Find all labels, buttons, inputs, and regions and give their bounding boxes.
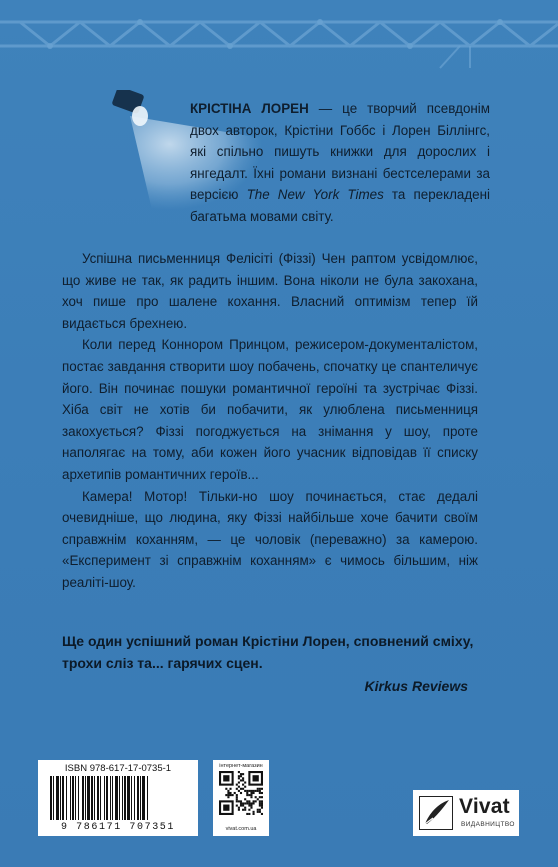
qr-module: [248, 802, 250, 804]
qr-module: [261, 813, 263, 815]
qr-module: [261, 802, 263, 804]
qr-module: [259, 792, 261, 794]
qr-module: [253, 813, 255, 815]
qr-module: [238, 807, 240, 809]
qr-module: [242, 802, 244, 804]
qr-module: [240, 802, 242, 804]
qr-module: [229, 794, 231, 796]
qr-module: [261, 792, 263, 794]
qr-module: [244, 786, 246, 788]
qr-module: [238, 809, 240, 811]
author-bio-text-2: та перекладені багатьма мовами світу.: [190, 187, 490, 224]
barcode-bar: [110, 776, 111, 820]
qr-module: [238, 781, 240, 783]
publisher-name: Vivat: [459, 795, 510, 818]
barcode-bar: [147, 776, 148, 820]
description-paragraph: Камера! Мотор! Тільки-но шоу починається, стає дедалі очевидніше, що людина, яку Фіззі найбільше хоче бачити своїм справжнім коханням, — це чоловік (переважно) за камерою. «Експеримент зі справжнім коханням» є чимось більшим, ніж реаліті-шоу.: [62, 488, 478, 590]
qr-module: [227, 792, 229, 794]
qr-module: [253, 811, 255, 813]
qr-module: [232, 794, 234, 796]
qr-module: [242, 773, 244, 775]
qr-module: [257, 809, 259, 811]
qr-module: [236, 805, 238, 807]
qr-module: [259, 796, 261, 798]
barcode-bar: [66, 776, 67, 820]
qr-module: [236, 796, 238, 798]
barcode-bar: [53, 776, 54, 820]
qr-module: [236, 788, 238, 790]
qr-module: [259, 800, 261, 802]
qr-module: [225, 794, 227, 796]
isbn-label: ISBN 978-617-17-0735-1: [64, 763, 172, 774]
qr-code-block: [213, 760, 269, 836]
author-bio: [190, 98, 490, 228]
qr-module: [236, 784, 238, 786]
barcode-bar: [140, 776, 141, 820]
qr-module: [253, 802, 255, 804]
qr-module: [257, 811, 259, 813]
barcode-bar: [62, 776, 64, 820]
qr-module: [242, 805, 244, 807]
barcode-bar: [100, 776, 101, 820]
qr-module: [259, 805, 261, 807]
qr-module: [240, 788, 242, 790]
qr-module: [238, 775, 240, 777]
barcode-bar: [72, 776, 74, 820]
qr-module: [234, 792, 236, 794]
qr-module: [253, 792, 255, 794]
qr-module: [246, 794, 248, 796]
qr-module: [240, 779, 242, 781]
qr-module: [242, 784, 244, 786]
qr-module: [248, 809, 250, 811]
qr-module: [255, 790, 257, 792]
qr-module: [259, 788, 261, 790]
qr-module: [248, 800, 250, 802]
barcode-bar: [82, 776, 84, 820]
qr-module: [246, 802, 248, 804]
barcode-bar: [124, 776, 126, 820]
qr-module: [227, 794, 229, 796]
barcode-bar: [75, 776, 76, 820]
publisher-subtitle: ВИДАВНИЦТВО: [461, 821, 515, 828]
barcode-bar: [137, 776, 139, 820]
barcode-bar: [97, 776, 99, 820]
qr-module: [257, 790, 259, 792]
barcode-bar: [50, 776, 52, 820]
qr-module: [236, 800, 238, 802]
qr-module: [244, 809, 246, 811]
lighting-truss-decoration: [0, 0, 558, 70]
qr-module: [257, 788, 259, 790]
qr-module: [253, 775, 259, 781]
qr-module: [238, 790, 240, 792]
qr-module: [259, 811, 261, 813]
qr-module: [248, 813, 250, 815]
qr-module: [240, 792, 242, 794]
author-bio-text-1: — це творчий псевдонім двох авторок, Крістіни Гоббс і Лорен Біллінгс, які спільно пишуть книжки для дорослих і янгедалт. Їхні романи визнані бестселерами за версією: [190, 101, 490, 203]
qr-module: [250, 796, 252, 798]
barcode-bars: [48, 776, 188, 822]
qr-module: [242, 777, 244, 779]
barcode-bar: [78, 776, 79, 820]
barcode-bar: [115, 776, 118, 820]
qr-top-label: інтернет-магазин: [219, 763, 263, 769]
barcode-bar: [94, 776, 95, 820]
barcode-bar: [56, 776, 59, 820]
qr-module: [242, 788, 244, 790]
qr-module: [244, 807, 246, 809]
qr-module: [229, 788, 231, 790]
qr-module: [238, 771, 240, 773]
qr-module: [238, 786, 240, 788]
qr-module: [253, 790, 255, 792]
qr-module: [248, 794, 250, 796]
barcode-bar: [85, 776, 86, 820]
barcode-bar: [60, 776, 61, 820]
barcode-digits: 9 786171 707351: [60, 822, 175, 833]
qr-module: [250, 805, 252, 807]
barcode-bar: [127, 776, 130, 820]
qr-code[interactable]: [219, 771, 263, 815]
qr-module: [248, 805, 250, 807]
barcode-bar: [106, 776, 108, 820]
barcode-bar: [134, 776, 135, 820]
qr-module: [250, 790, 252, 792]
isbn-barcode: [38, 760, 198, 836]
qr-module: [240, 775, 242, 777]
qr-module: [250, 802, 252, 804]
qr-module: [240, 805, 242, 807]
qr-module: [238, 777, 240, 779]
qr-module: [259, 790, 261, 792]
qr-module: [250, 807, 252, 809]
qr-module: [259, 802, 261, 804]
barcode-bar: [122, 776, 123, 820]
qr-module: [238, 800, 240, 802]
review-source: Kirkus Reviews: [364, 678, 468, 694]
barcode-bar: [87, 776, 90, 820]
vivat-quill-icon: [419, 796, 453, 830]
barcode-bar: [104, 776, 105, 820]
qr-module: [225, 788, 227, 790]
barcode-bar: [142, 776, 145, 820]
qr-module: [255, 800, 257, 802]
qr-module: [257, 798, 259, 800]
qr-module: [261, 800, 263, 802]
qr-url: vivat.com.ua: [225, 826, 257, 832]
barcode-bar: [112, 776, 113, 820]
qr-module: [227, 790, 229, 792]
qr-module: [244, 781, 246, 783]
description-paragraph: Коли перед Коннором Принцом, режисером-документалістом, постає завдання створити шоу побачень, спочатку це спантеличує його. Він починає пошуки романтичної героїні та зустрічає Фіззі. Хіба світ не хотів би побачити, як улюблена письменниця закохується? Фіззі погоджується на знімання у шоу, проте наполягає на тому, аби кожен його учасник відповідав її списку архетипів романтичних героїв...: [62, 337, 478, 482]
qr-module: [259, 809, 261, 811]
barcode-bar: [91, 776, 93, 820]
qr-module: [236, 798, 238, 800]
qr-module: [244, 798, 246, 800]
qr-module: [248, 790, 250, 792]
qr-module: [261, 805, 263, 807]
qr-module: [244, 790, 246, 792]
qr-module: [253, 800, 255, 802]
qr-module: [229, 792, 231, 794]
publisher-logo: [413, 790, 519, 836]
barcode-bar: [131, 776, 132, 820]
barcode-bar: [70, 776, 71, 820]
publication-name: The New York Times: [246, 187, 384, 203]
description-paragraph: Успішна письменниця Фелісіті (Фіззі) Чен раптом усвідомлює, що живе не так, як радить іншим. Вона ніколи не була закохана, хоч пише про шалене кохання. Власний оптимізм тепер їй видається брехнею.: [62, 251, 478, 331]
qr-module: [240, 800, 242, 802]
barcode-bar: [119, 776, 120, 820]
qr-module: [246, 790, 248, 792]
review-quote: Ще один успішний роман Крістіни Лорен, сповнений сміху, трохи сліз та... гарячих сцен.: [62, 633, 474, 671]
qr-module: [242, 809, 244, 811]
qr-module: [261, 788, 263, 790]
qr-module: [246, 792, 248, 794]
qr-module: [255, 796, 257, 798]
qr-module: [250, 792, 252, 794]
qr-module: [227, 796, 229, 798]
author-name: КРІСТІНА ЛОРЕН: [190, 101, 309, 116]
qr-module: [242, 779, 244, 781]
qr-module: [223, 775, 229, 781]
qr-module: [250, 794, 252, 796]
qr-module: [223, 805, 229, 811]
qr-module: [261, 807, 263, 809]
qr-module: [261, 796, 263, 798]
book-description: [62, 248, 478, 594]
qr-module: [246, 800, 248, 802]
qr-module: [244, 802, 246, 804]
qr-module: [246, 813, 248, 815]
qr-module: [240, 773, 242, 775]
qr-module: [236, 794, 238, 796]
